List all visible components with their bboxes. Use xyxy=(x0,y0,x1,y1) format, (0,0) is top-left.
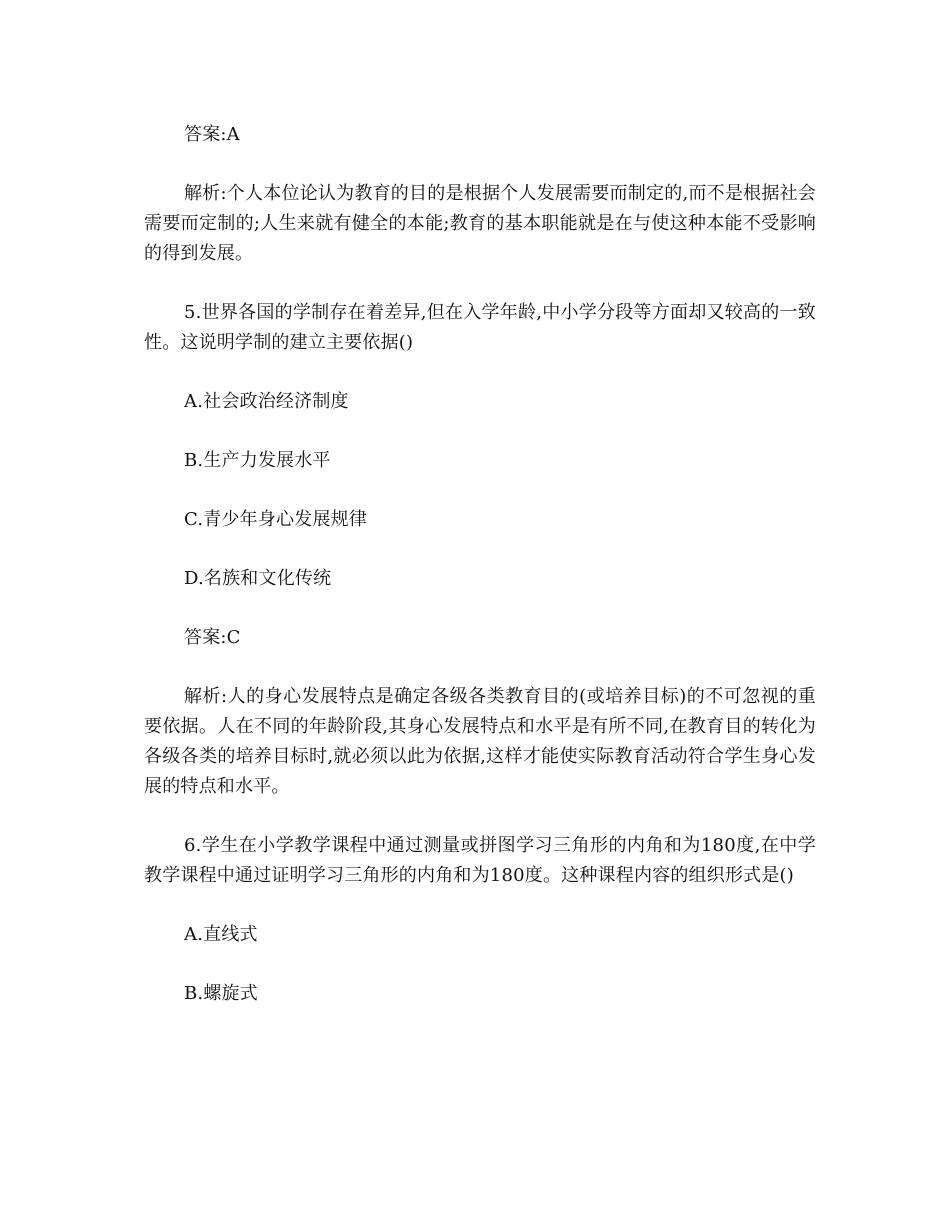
q6-option-b: B.螺旋式 xyxy=(184,983,258,1004)
q5-option-d: D.名族和文化传统 xyxy=(184,568,332,589)
q5-question: 5.世界各国的学制存在着差异,但在入学年龄,中小学分段等方面却又较高的一致性。这说明学制的建立主要依据() xyxy=(144,302,816,353)
q5-option-b: B.生产力发展水平 xyxy=(184,450,331,471)
q5-option-a: A.社会政治经济制度 xyxy=(184,391,349,412)
q6-question: 6.学生在小学教学课程中通过测量或拼图学习三角形的内角和为180度,在中学教学课程中通过证明学习三角形的内角和为180度。这种课程内容的组织形式是() xyxy=(144,835,816,886)
q4-analysis: 解析:个人本位论认为教育的目的是根据个人发展需要而制定的,而不是根据社会需要而定制的;人生来就有健全的本能;教育的基本职能就是在与使这种本能不受影响的得到发展。 xyxy=(144,183,816,264)
q4-answer: 答案:A xyxy=(184,124,240,145)
q6-option-a: A.直线式 xyxy=(184,924,258,945)
document-body xyxy=(144,120,816,1038)
q5-answer: 答案:C xyxy=(184,627,241,648)
q5-analysis: 解析:人的身心发展特点是确定各级各类教育目的(或培养目标)的不可忽视的重要依据。人在不同的年龄阶段,其身心发展特点和水平是有所不同,在教育目的转化为各级各类的培养目标时,就必须以此为依据,这样才能使实际教育活动符合学生身心发展的特点和水平。 xyxy=(144,686,816,797)
q5-option-c: C.青少年身心发展规律 xyxy=(184,509,368,530)
